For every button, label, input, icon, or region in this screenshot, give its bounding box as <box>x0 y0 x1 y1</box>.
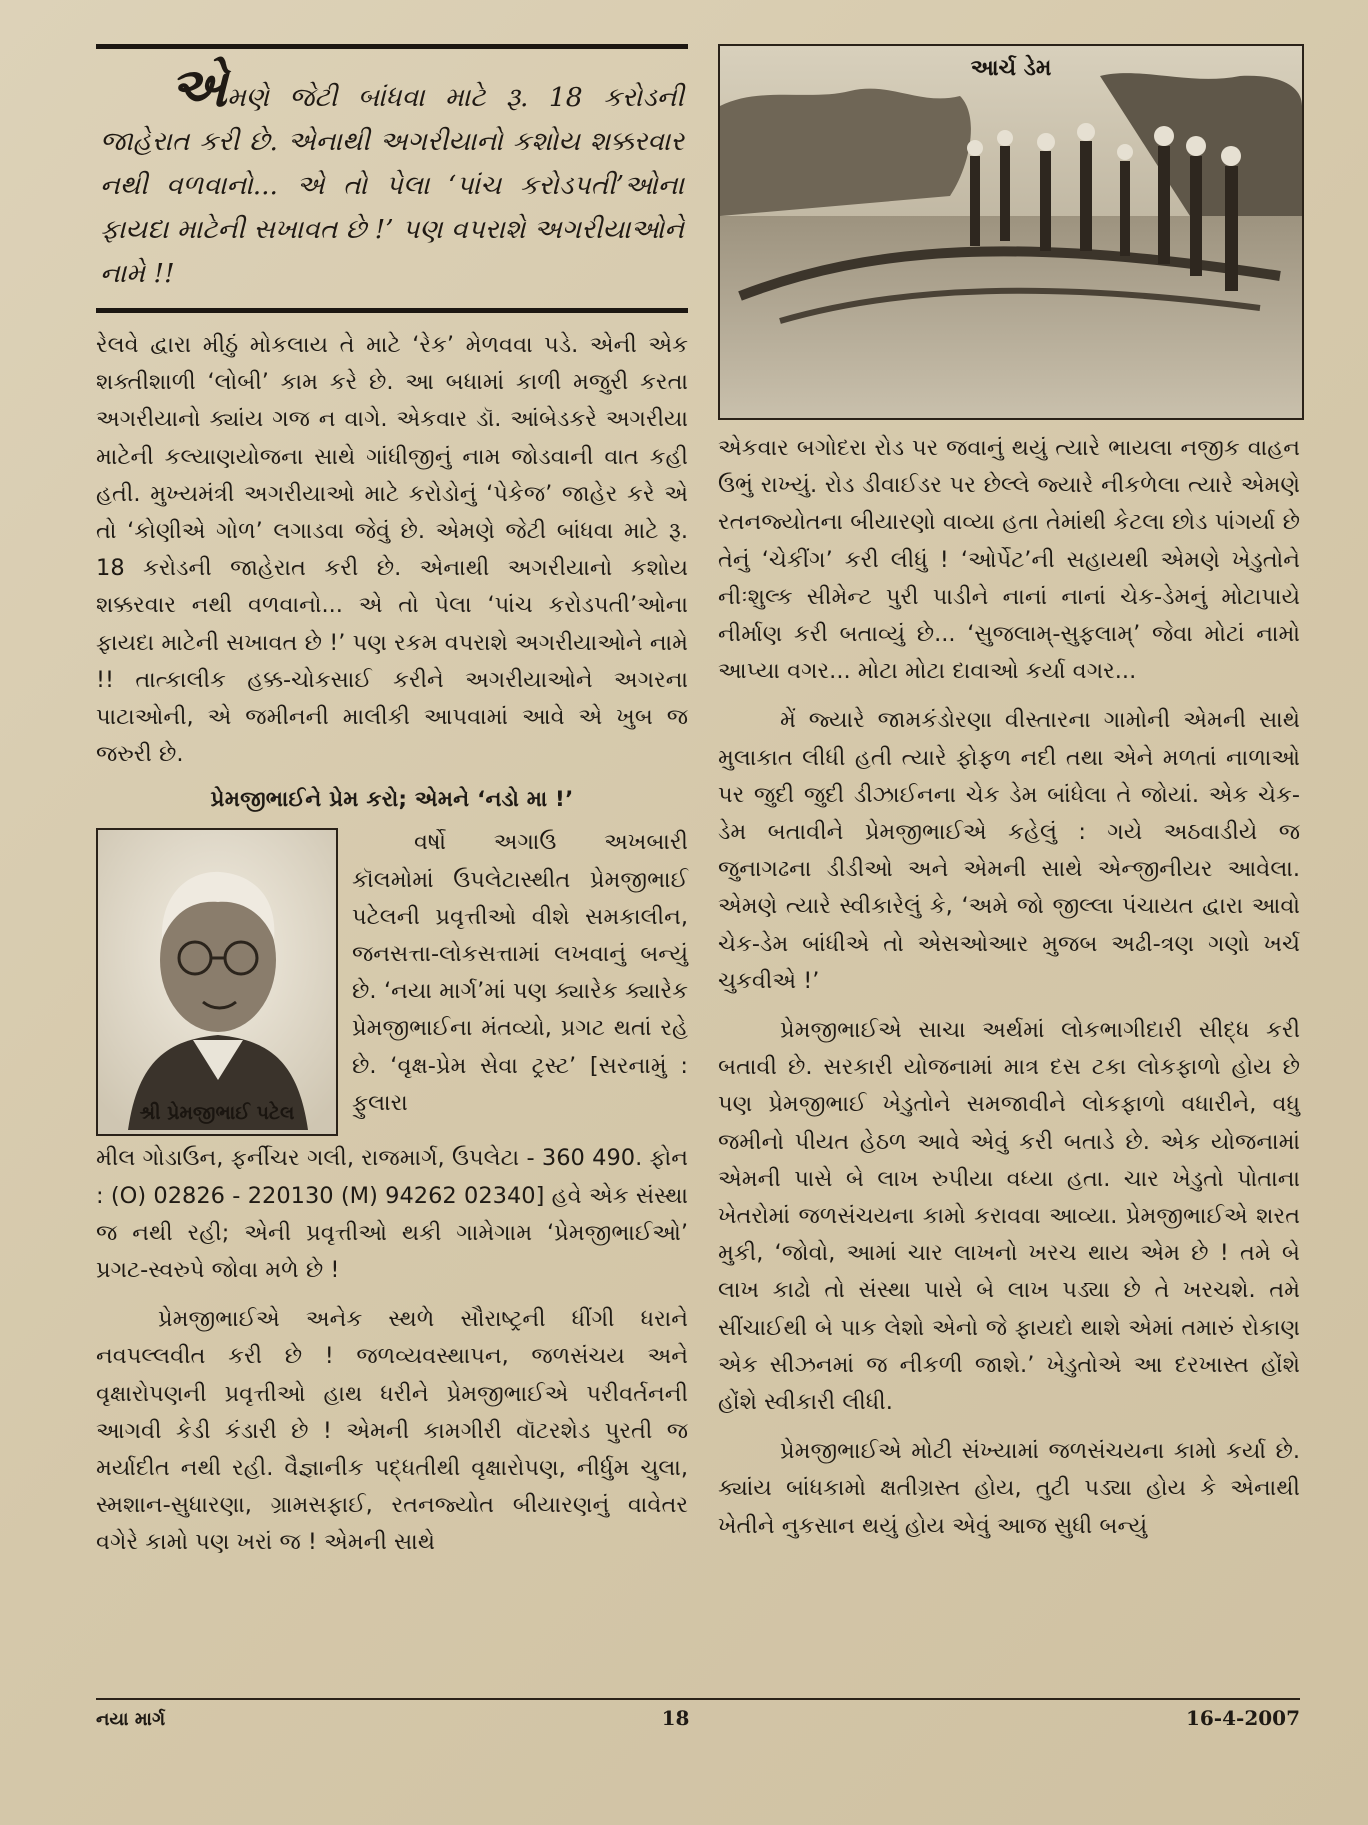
section-subhead: પ્રેમજીભાઈને પ્રેમ કરો; એમને ‘નડો મા !’ <box>210 787 574 813</box>
pull-quote-bottom-rule <box>96 308 688 313</box>
issue-date: 16-4-2007 <box>1185 1706 1300 1730</box>
left-paragraph-1: રેલવે દ્વારા મીઠું મોકલાય તે માટે ‘રેક’ મેળવવા પડે. એની એક શક્તીશાળી ‘લોબી’ કામ કરે છે. આ બધામાં કાળી મજુરી કરતા અગરીયાનો ક્યાંય ગજ ન વાગે. એકવાર ડૉ. આંબેડકરે અગરીયા માટેની કલ્યાણયોજના સાથે ગાંધીજીનું નામ જોડવાની વાત કહી હતી. મુખ્યમંત્રી અગરીયાઓ માટે કરોડોનું ‘પેકેજ’ જાહેર કરે એ તો ‘કોણીએ ગોળ’ લગાડવા જેવું છે. એમણે જેટી બાંધવા માટે રૂ. 18 કરોડની જાહેરાત કરી છે. એનાથી અગરીયાનો કશોય શક્કરવાર નથી વળવાનો... એ તો પેલા ‘પાંચ કરોડપતી’ઓના ફાયદા માટેની સખાવત છે !’ પણ રકમ વપરાશે અગરીયાઓને નામે !! તાત્કાલીક હક્ક-ચોકસાઈ કરીને અગરીયાઓને અગરના પાટાઓની, એ જમીનની માલીકી આપવામાં આવે એ ખુબ જ જરુરી છે. <box>96 332 688 768</box>
right-paragraph-1: એકવાર બગોદરા રોડ પર જવાનું થયું ત્યારે ભાયલા નજીક વાહન ઉભું રાખ્યું. રોડ ડીવાઈડર પર છેલ્લે જ્યારે નીકળેલા ત્યારે એમણે રતનજ્યોતના બીયારણો વાવ્યા હતા તેમાંથી કેટલા છોડ પાંગર્યા છે તેનું ‘ચેકીંગ’ કરી લીધું ! ‘ઓર્પેટ’ની સહાયથી એમણે ખેડુતોને નીઃશુલ્ક સીમેન્ટ પુરી પાડીને નાનાં નાનાં ચેક-ડેમનું મોટાપાયે નીર્માણ કરી બતાવ્યું છે... ‘સુજલામ્-સુફલામ્’ જેવા મોટાં નામો આપ્યા વગર... મોટા મોટા દાવાઓ કર્યા વગર... <box>718 435 1300 685</box>
portrait-wrap <box>96 824 688 1136</box>
left-column <box>96 44 688 1562</box>
portrait-photo <box>96 828 338 1136</box>
arch-dam-photo <box>718 44 1304 420</box>
page-footer <box>96 1698 1300 1730</box>
left-paragraph-3: પ્રેમજીભાઈએ અનેક સ્થળે સૌરાષ્ટ્રની ધીંગી ધરાને નવપલ્લવીત કરી છે ! જળવ્યવસ્થાપન, જળસંચય અને વૃક્ષારોપણની પ્રવૃત્તીઓ હાથ ધરીને પ્રેમજીભાઈએ પરીવર્તનની આગવી કેડી કંડારી છે ! એમની કામગીરી વૉટરશેડ પુરતી જ મર્યાદીત નથી રહી. વૈજ્ઞાનીક પદ્ધતીથી વૃક્ષારોપણ, નીર્ધુમ ચુલા, સ્મશાન-સુધારણા, ગ્રામસફાઈ, રતનજ્યોત બીયારણનું વાવેતર વગેરે કામો પણ ખરાં જ ! એમની સાથે <box>96 1306 688 1556</box>
arch-dam-illustration <box>720 46 1302 418</box>
portrait-illustration <box>98 830 336 1134</box>
photo-caption: આર્ચ ડેમ <box>970 56 1052 81</box>
right-column <box>718 44 1300 1545</box>
right-paragraph-3: પ્રેમજીભાઈએ સાચા અર્થમાં લોકભાગીદારી સીદ્ધ કરી બતાવી છે. સરકારી યોજનામાં માત્ર દસ ટકા લોકફાળો હોય છે પણ પ્રેમજીભાઈ ખેડુતોને સમજાવીને લોકફાળો વધારીને, વધુ જમીનો પીયત હેઠળ આવે એવું કરી બતાડે છે. એક યોજનામાં એમની પાસે બે લાખ રુપીયા વધ્યા હતા. ચાર ખેડુતો પોતાના ખેતરોમાં જળસંચયના કામો કરાવવા આવ્યા. પ્રેમજીભાઈએ શરત મુકી, ‘જોવો, આમાં ચાર લાખનો ખરચ થાય એમ છે ! તમે બે લાખ કાઢો તો સંસ્થા પાસે બે લાખ પડ્યા છે તે ખરચશે. તમે સીંચાઈથી બે પાક લેશો એનો જે ફાયદો થાશે એમાં તમારું રોકાણ એક સીઝનમાં જ નીકળી જાશે.’ ખેડુતોએ આ દરખાસ્ત હોંશે હોંશે સ્વીકારી લીધી. <box>718 1017 1300 1416</box>
drop-cap: એ <box>170 55 227 119</box>
wrapped-paragraph: વર્ષો અગાઉ અખબારી કૉલમોમાં ઉપલેટાસ્થીત પ્રેમજીભાઈ પટેલની પ્રવૃત્તીઓ વીશે સમકાલીન, જનસત્તા-લોકસત્તામાં લખવાનું બન્યું છે. ‘નયા માર્ગ’માં પણ ક્યારેક ક્યારેક પ્રેમજીભાઈના મંતવ્યો, પ્રગટ થતાં રહે છે. ‘વૃક્ષ-પ્રેમ સેવા ટ્રસ્ટ’ [સરનામું : ફુલારા <box>352 829 688 1116</box>
right-paragraph-4: પ્રેમજીભાઈએ મોટી સંખ્યામાં જળસંચયના કામો કર્યા છે. ક્યાંય બાંધકામો ક્ષતીગ્રસ્ત હોય, તુટી પડ્યા હોય કે એનાથી ખેતીને નુકસાન થયું હોય એવું આજ સુધી બન્યું <box>718 1438 1300 1539</box>
pull-quote-text: મણે જેટી બાંધવા માટે રૂ. 18 કરોડની જાહેરાત કરી છે. એનાથી અગરીયાનો કશોય શક્કરવાર નથી વળવાનો... એ તો પેલા ‘પાંચ કરોડપતી’ઓના ફાયદા માટેની સખાવત છે !’ પણ વપરાશે અગરીયાઓને નામે !! <box>100 82 684 289</box>
page-number: 18 <box>661 1706 690 1730</box>
publication-name: નયા માર્ગ <box>96 1709 166 1730</box>
right-paragraph-2: મેં જ્યારે જામકંડોરણા વીસ્તારના ગામોની એમની સાથે મુલાકાત લીધી હતી ત્યારે ફોફળ નદી તથા એને મળતાં નાળાઓ પર જુદી જુદી ડીઝાઈનના ચેક ડેમ બાંધેલા તે જોયાં. એક ચેક-ડેમ બતાવીને પ્રેમજીભાઈએ કહેલું : ગયે અઠવાડીયે જ જુનાગઢના ડીડીઓ અને એમની સાથે એન્જીનીયર આવેલા. એમણે ત્યારે સ્વીકારેલું કે, ‘અમે જો જીલ્લા પંચાયત દ્વારા આવો ચેક-ડેમ બાંધીએ તો એસઓઆર મુજબ અઢી-ત્રણ ગણો ખર્ચ ચુકવીએ !’ <box>718 707 1300 994</box>
left-paragraph-2: મીલ ગોડાઉન, ફર્નીચર ગલી, રાજમાર્ગ, ઉપલેટા - 360 490. ફોન : (O) 02826 - 220130 (M) 94262 02340] હવે એક સંસ્થા જ નથી રહી; એની પ્રવૃત્તીઓ થકી ગામેગામ ‘પ્રેમજીભાઈઓ’ પ્રગટ-સ્વરુપે જોવા મળે છે ! <box>96 1145 688 1284</box>
portrait-caption: શ્રી પ્રેમજીભાઈ પટેલ <box>139 1102 295 1125</box>
pull-quote <box>96 49 688 308</box>
